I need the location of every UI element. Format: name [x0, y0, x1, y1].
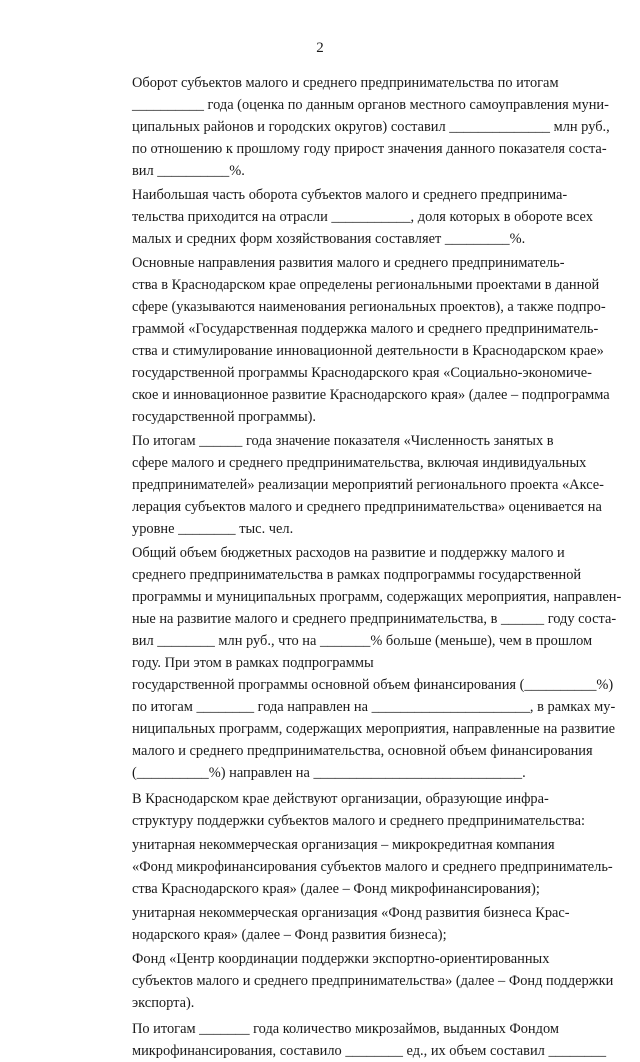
- text-line: Основные направления развития малого и среднего предприниматель-: [132, 255, 565, 271]
- text-line: субъектов малого и среднего предпринимательства» (далее – Фонд поддержки: [132, 973, 614, 989]
- paragraph-development-directions: [94, 252, 614, 428]
- text-line: __________ года (оценка по данным органов местного самоуправления муни-: [132, 97, 609, 113]
- paragraph-infrastructure-orgs: [94, 788, 614, 832]
- text-line: структуру поддержки субъектов малого и среднего предпринимательства:: [132, 813, 585, 829]
- text-line: нодарского края» (далее – Фонд развития бизнеса);: [132, 927, 447, 943]
- text-line: по отношению к прошлому году прирост значения данного показателя соста-: [132, 141, 607, 157]
- paragraph-industry-share: [94, 184, 614, 250]
- text-line: Общий объем бюджетных расходов на развитие и поддержку малого и: [132, 545, 565, 561]
- text-line: Оборот субъектов малого и среднего предпринимательства по итогам: [132, 75, 559, 91]
- text-line: государственной программы Краснодарского края «Социально-экономиче-: [132, 365, 592, 381]
- paragraph-budget-expenses: [94, 542, 622, 784]
- text-line: граммой «Государственная поддержка малого и среднего предприниматель-: [132, 321, 599, 337]
- text-line: унитарная некоммерческая организация «Фонд развития бизнеса Крас-: [132, 905, 570, 921]
- text-line: ства Краснодарского края» (далее – Фонд микрофинансирования);: [132, 881, 540, 897]
- text-line: среднего предпринимательства в рамках подпрограммы государственной: [132, 567, 582, 583]
- paragraph-employment-indicator: [94, 430, 614, 540]
- text-line: сфере малого и среднего предпринимательства, включая индивидуальных: [132, 455, 587, 471]
- paragraph-microfinance-fund: [94, 834, 614, 900]
- text-line: микрофинансирования, составило ________ ед., их объем составил ________: [132, 1043, 607, 1059]
- page-number: 2: [316, 40, 324, 56]
- text-line: По итогам ______ года значение показателя «Численность занятых в: [132, 433, 554, 449]
- text-line: ниципальных программ, содержащих мероприятия, направленные на развитие: [132, 721, 616, 737]
- text-line: ства в Краснодарском крае определены региональными проектами в данной: [132, 277, 600, 293]
- text-line: В Краснодарском крае действуют организации, образующие инфра-: [132, 791, 549, 807]
- text-line: малого и среднего предпринимательства, основной объем финансирования: [132, 743, 593, 759]
- text-line: Наибольшая часть оборота субъектов малого и среднего предпринима-: [132, 187, 568, 203]
- text-line: ципальных районов и городских округов) составил ______________ млн руб.,: [132, 119, 610, 135]
- text-line: предпринимателей» реализации мероприятий регионального проекта «Аксе-: [132, 477, 604, 493]
- text-line: «Фонд микрофинансирования субъектов малого и среднего предприниматель-: [132, 859, 613, 875]
- text-line: вил __________%.: [132, 163, 245, 179]
- text-line: экспорта).: [132, 995, 195, 1011]
- text-line: уровне ________ тыс. чел.: [132, 521, 294, 537]
- text-line: по итогам ________ года направлен на ______________________, в рамках му-: [132, 699, 616, 715]
- text-line: малых и средних форм хозяйствования составляет _________%.: [132, 231, 526, 247]
- text-line: сфере (указываются наименования региональных проектов), а также подпро-: [132, 299, 606, 315]
- text-line: программы и муниципальных программ, содержащих мероприятия, направлен-: [132, 589, 622, 605]
- text-line: государственной программы).: [132, 409, 317, 425]
- text-line: вил ________ млн руб., что на _______% больше (меньше), чем в прошлом: [132, 633, 593, 649]
- text-line: тельства приходится на отрасли ___________, доля которых в обороте всех: [132, 209, 593, 225]
- paragraph-microloans: [94, 1018, 614, 1062]
- paragraph-business-development-fund: [94, 902, 614, 946]
- text-line: Фонд «Центр координации поддержки экспортно-ориентированных: [132, 951, 550, 967]
- text-line: государственной программы основной объем финансирования (__________%): [132, 677, 614, 693]
- text-line: унитарная некоммерческая организация – микрокредитная компания: [132, 837, 555, 853]
- text-line: (__________%) направлен на _____________________________.: [132, 765, 526, 781]
- text-line: году. При этом в рамках подпрограммы: [132, 655, 374, 671]
- text-line: лерация субъектов малого и среднего предпринимательства» оценивается на: [132, 499, 602, 515]
- text-line: ства и стимулирование инновационной деятельности в Краснодарском крае»: [132, 343, 604, 359]
- document-body: [94, 72, 622, 1062]
- paragraph-export-support-fund: [94, 948, 614, 1014]
- text-line: По итогам _______ года количество микрозаймов, выданных Фондом: [132, 1021, 559, 1037]
- text-line: ные на развитие малого и среднего предпринимательства, в ______ году соста-: [132, 611, 617, 627]
- text-line: ское и инновационное развитие Краснодарского края» (далее – подпрограмма: [132, 387, 610, 403]
- paragraph-turnover: [94, 72, 614, 182]
